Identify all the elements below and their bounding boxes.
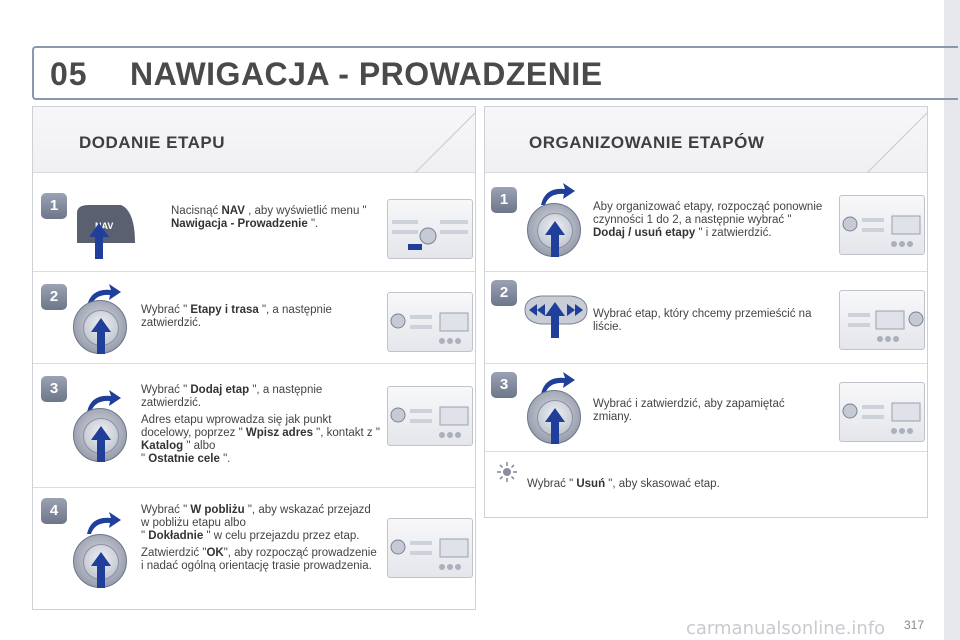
step-number-badge: 3 xyxy=(491,372,517,398)
watermark-text: carmanualsonline.info xyxy=(686,618,886,639)
radio-unit-image xyxy=(839,195,925,255)
step-number-badge: 3 xyxy=(41,376,67,402)
press-arrow-icon xyxy=(545,408,565,444)
radio-unit-image xyxy=(387,292,473,352)
step-text: Wybrać " W pobliżu ", aby wskazać przejazd w pobliżu etapu albo " Dokładnie " w celu przejazdu przez etap. Zatwierdzić "OK", aby rozpocząć prowadzenie i nadać ogólną orientację trasie prowadzenia. xyxy=(141,504,377,572)
rotate-arrow-icon xyxy=(85,512,121,536)
step-1 xyxy=(33,179,475,271)
press-arrow-icon xyxy=(545,302,565,338)
panel-organize-waypoints xyxy=(484,106,928,518)
step-text: Wybrać i zatwierdzić, aby zapamiętać zmiany. xyxy=(593,398,785,423)
corner-stripe-icon xyxy=(847,107,927,173)
step-text: Wybrać etap, który chcemy przemieścić na liście. xyxy=(593,308,812,333)
radio-unit-image xyxy=(387,199,473,259)
section-header xyxy=(485,107,927,173)
page-number: 317 xyxy=(904,618,925,632)
nav-key-label: NAV xyxy=(95,221,114,231)
section-title-add-waypoint: DODANIE ETAPU xyxy=(79,133,225,152)
step-text: Wybrać " Etapy i trasa ", a następnie zatwierdzić. xyxy=(141,304,332,329)
press-arrow-icon xyxy=(89,223,109,259)
corner-stripe-icon xyxy=(395,107,475,173)
step-1 xyxy=(485,179,927,271)
tip-sun-icon xyxy=(497,462,517,482)
step-3 xyxy=(33,363,475,487)
tip-text: Wybrać " Usuń ", aby skasować etap. xyxy=(527,478,720,490)
section-title-organize-waypoints: ORGANIZOWANIE ETAPÓW xyxy=(529,133,765,152)
step-text: Wybrać " Dodaj etap ", a następnie zatwierdzić. Adres etapu wprowadza się jak punkt docelowy, poprzez " Wpisz adres ", kontakt z " Katalog " albo " Ostatnie cele ". xyxy=(141,384,380,465)
step-4 xyxy=(33,487,475,609)
panel-add-waypoint xyxy=(32,106,476,610)
press-arrow-icon xyxy=(91,426,111,462)
step-2 xyxy=(33,271,475,363)
chapter-number: 05 xyxy=(50,56,88,92)
step-number-badge: 2 xyxy=(491,280,517,306)
step-number-badge: 1 xyxy=(491,187,517,213)
press-arrow-icon xyxy=(91,318,111,354)
section-header xyxy=(33,107,475,173)
radio-unit-image xyxy=(839,290,925,350)
press-arrow-icon xyxy=(91,552,111,588)
page-title: NAWIGACJA - PROWADZENIE xyxy=(130,56,603,92)
step-text: Aby organizować etapy, rozpocząć ponownie czynności 1 do 2, a następnie wybrać " Dodaj / usuń etapy " i zatwierdzić. xyxy=(593,201,823,239)
radio-unit-image xyxy=(839,382,925,442)
step-2 xyxy=(485,271,927,363)
step-text: Nacisnąć NAV , aby wyświetlić menu " Nawigacja - Prowadzenie ". xyxy=(171,205,367,230)
step-number-badge: 4 xyxy=(41,498,67,524)
step-3 xyxy=(485,363,927,451)
radio-unit-image xyxy=(387,386,473,446)
step-number-badge: 1 xyxy=(41,193,67,219)
step-number-badge: 2 xyxy=(41,284,67,310)
radio-unit-image xyxy=(387,518,473,578)
press-arrow-icon xyxy=(545,221,565,257)
tip-row xyxy=(485,451,927,517)
